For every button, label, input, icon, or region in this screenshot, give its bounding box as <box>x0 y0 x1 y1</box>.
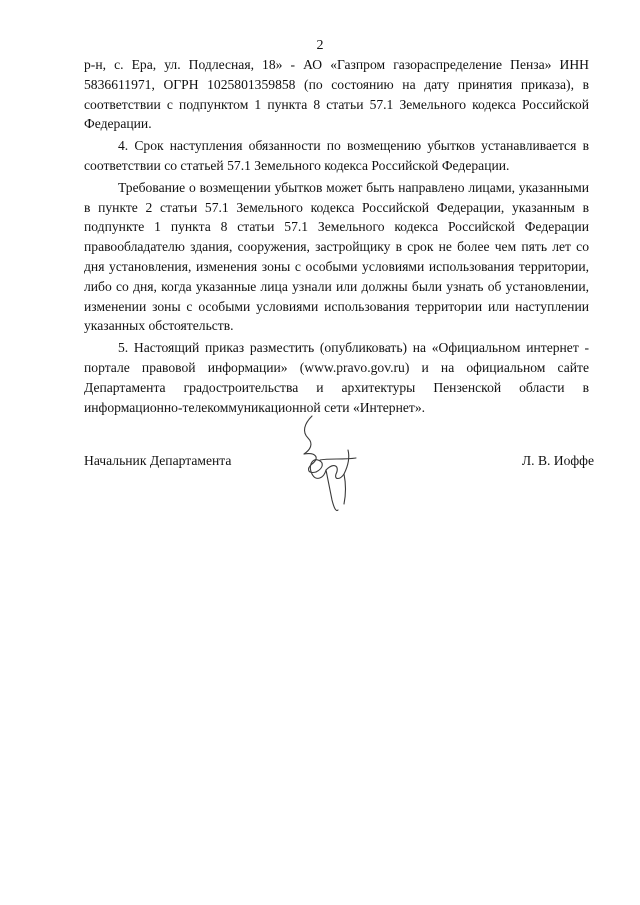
document-body <box>84 55 589 417</box>
paragraph-claim-requirement: Требование о возмещении убытков может быть направлено лицами, указанными в пункте 2 статьи 57.1 Земельного кодекса Российской Федерации, указанным в подпункте 1 пункта 8 статьи 57.1 Земельного кодекса Российской Федерации правообладателю здания, сооружения, застройщику в срок не более чем пять лет со дня установления, изменения зоны с особыми условиями использования территории, либо со дня, когда указанные лица узнали или должны были узнать об установлении, изменении зоны с особыми условиями использования территории или наступлении указанных обстоятельств. <box>84 179 589 334</box>
signature-block <box>84 450 594 530</box>
paragraph-item-4: 4. Срок наступления обязанности по возмещению убытков устанавливается в соответствии со статьей 57.1 Земельного кодекса Российской Федерации. <box>84 138 589 173</box>
paragraph-item-5: 5. Настоящий приказ разместить (опубликовать) на «Официальном интернет - портале правовой информации» (www.pravo.gov.ru) и на официальном сайте Департамента градостроительства и архитектуры Пензенской области в информационно-телекоммуникационной сети «Интернет». <box>84 340 589 415</box>
handwritten-signature-icon <box>290 414 380 514</box>
signer-name: Л. В. Иоффе <box>521 453 594 468</box>
signer-title: Начальник Департамента <box>84 453 232 468</box>
paragraph-continuation: р-н, с. Ера, ул. Подлесная, 18» - АО «Газпром газораспределение Пенза» ИНН 5836611971, ОГРН 1025801359858 (по состоянию на дату принятия приказа), в соответствии с подпунктом 1 пункта 8 статьи 57.1 Земельного кодекса Российской Федерации. <box>84 57 589 132</box>
page-number: 2 <box>316 38 324 53</box>
